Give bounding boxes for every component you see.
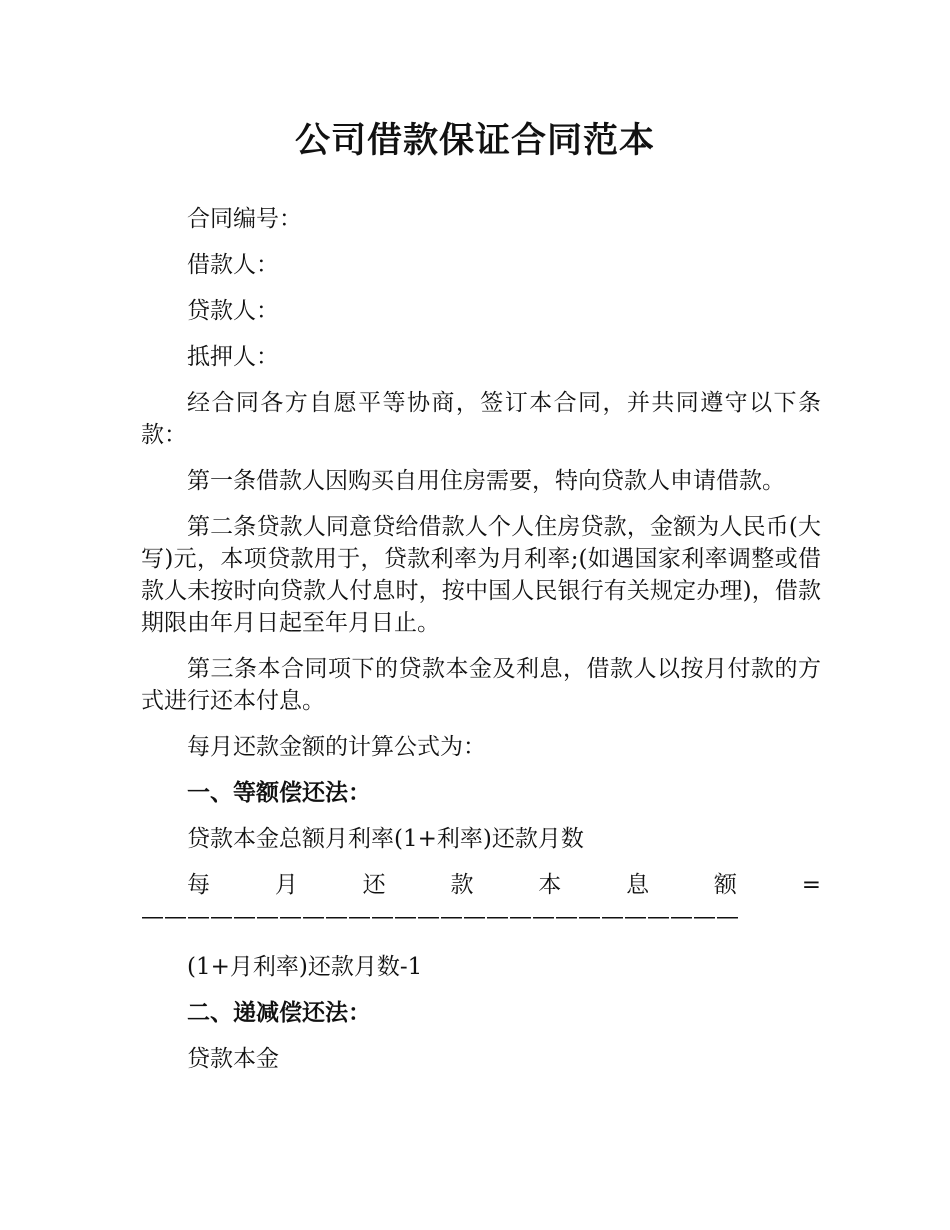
lender-line: 贷款人： xyxy=(187,298,279,324)
formula-numerator-line: 贷款本金总额月利率(1+利率)还款月数 xyxy=(187,826,584,852)
article-2-paragraph: 第二条贷款人同意贷给借款人个人住房贷款，金额为人民币(大写)元，本项贷款用于，贷款利率为月利率;(如遇国家利率调整或借款人未按时向贷款人付息时，按中国人民银行有关规定办理)，借款期限由年月日起至年月日止。 xyxy=(141,514,821,636)
section-heading-equal-installment: 一、等额偿还法： xyxy=(187,780,371,806)
mortgagor-line: 抵押人： xyxy=(187,344,279,370)
formula-equation-line: 每月还款本息额=—————————————————————————— xyxy=(141,872,821,930)
loan-principal-line: 贷款本金 xyxy=(187,1046,279,1072)
formula-intro-paragraph: 每月还款金额的计算公式为： xyxy=(187,734,486,760)
article-1-paragraph: 第一条借款人因购买自用住房需要，特向贷款人申请借款。 xyxy=(187,468,785,494)
document-title: 公司借款保证合同范本 xyxy=(294,121,655,161)
document-body xyxy=(141,203,821,1089)
preamble-paragraph: 经合同各方自愿平等协商，签订本合同，并共同遵守以下条款： xyxy=(141,390,821,448)
article-3-paragraph: 第三条本合同项下的贷款本金及利息，借款人以按月付款的方式进行还本付息。 xyxy=(141,656,821,714)
formula-denominator-line: (1+月利率)还款月数-1 xyxy=(187,954,423,980)
contract-number-line: 合同编号： xyxy=(187,206,302,232)
section-heading-decreasing-installment: 二、递减偿还法： xyxy=(187,1000,371,1026)
borrower-line: 借款人： xyxy=(187,252,279,278)
